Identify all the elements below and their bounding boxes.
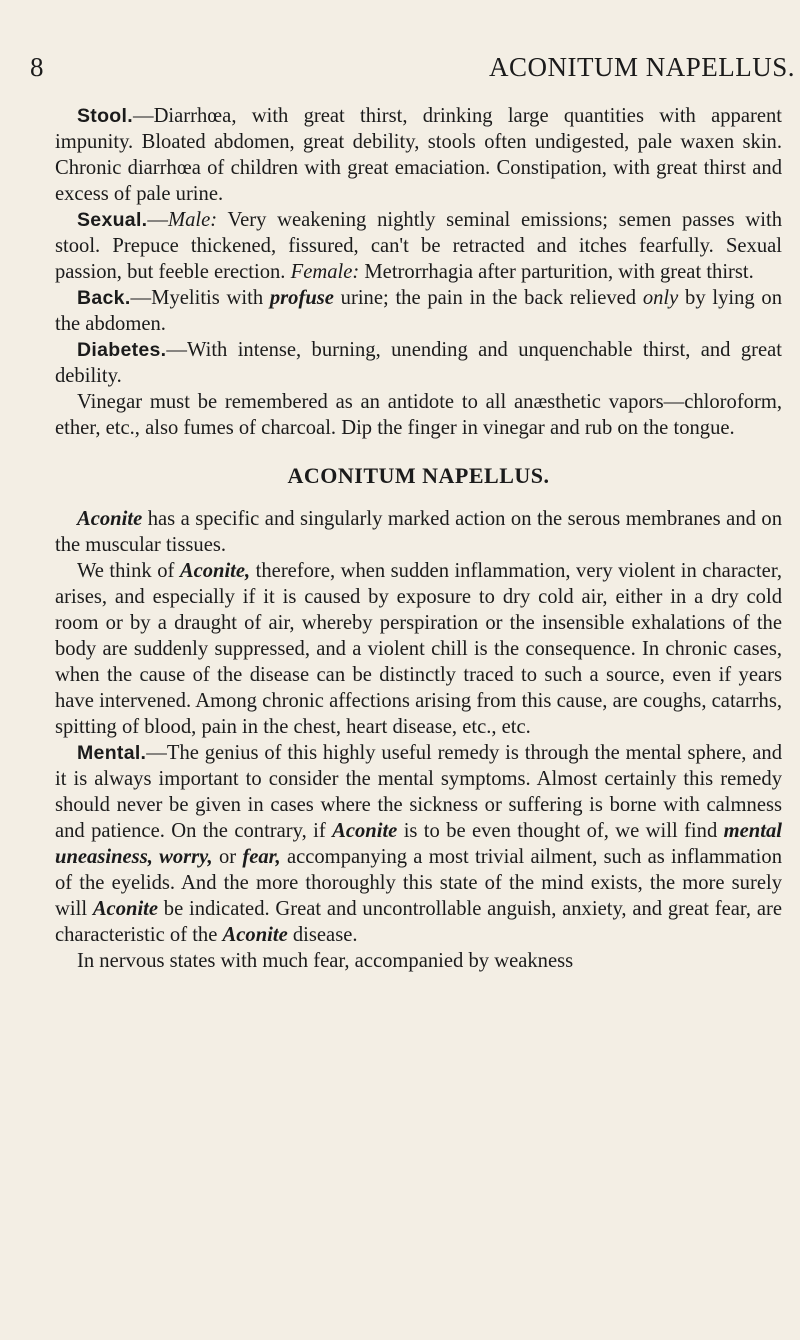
mental-emphasis-aconite-2: Aconite <box>92 898 159 920</box>
diabetes-heading: Diabetes. <box>77 339 167 361</box>
sexual-dash: — <box>147 209 168 231</box>
paragraph-diabetes <box>55 337 782 389</box>
page-number: 8 <box>30 52 44 82</box>
mental-emphasis-aconite-1: Aconite <box>332 820 398 842</box>
paragraph-nervous: In nervous states with much fear, accompanied by weakness <box>77 950 574 972</box>
back-text-1: —Myelitis with <box>130 287 270 309</box>
paragraph-stool <box>55 103 782 207</box>
female-label: Female: <box>290 261 360 283</box>
running-title: ACONITUM NAPELLUS. <box>489 52 795 82</box>
back-text-2: urine; the pain in the back relieved <box>333 287 643 309</box>
stool-text: —Diarrhœa, with great thirst, drinking large quantities with apparent impunity. Bloated abdomen, great debility, stools often undigested, pale waxen skin. Chronic diarrhœa of children with great emaciation. Constipation, with great thirst and excess of pale urine. <box>55 105 782 205</box>
section-heading: ACONITUM NAPELLUS. <box>287 463 550 488</box>
stool-heading: Stool. <box>77 105 133 127</box>
paragraph-vinegar: Vinegar must be remembered as an antidote to all anæsthetic vapors—chloroform, ether, etc., also fumes of charcoal. Dip the finger in vinegar and rub on the tongue. <box>55 391 782 439</box>
mental-text-6: disease. <box>287 924 358 946</box>
indications-text-2: therefore, when sudden inflammation, very violent in character, arises, and especially if it is caused by exposure to dry cold air, either in a dry cold room or by a draught of air, whereby perspiration or the insensible exhalations of the body are suddenly suppressed, and a violent chill is the consequence. In chronic cases, when the cause of the disease can be distinctly traced to such a source, even if years have intervened. Among chronic affections arising from this cause, are coughs, catarrhs, spitting of blood, pain in the chest, heart disease, etc., etc. <box>55 560 782 738</box>
mental-heading: Mental. <box>77 742 147 764</box>
body-text <box>55 103 782 974</box>
diabetes-text: —With intense, burning, unending and unquenchable thirst, and great debility. <box>55 339 782 387</box>
mental-text-4: accompanying a most trivial ailment, such as inflammation of the eyelids. And the more thoroughly this state of the mind exists, the more surely will <box>55 846 782 920</box>
paragraph-sexual <box>55 207 782 285</box>
mental-text-5: be indicated. Great and uncontrollable anguish, anxiety, and great fear, are characteristic of the <box>55 898 782 946</box>
back-emphasis-only: only <box>642 287 679 309</box>
mental-text-1: —The genius of this highly useful remedy is through the mental sphere, and it is always important to consider the mental symptoms. Almost certainly this remedy should never be given in cases where the sickness or suffering is borne with calmness and patience. On the contrary, if <box>55 742 782 842</box>
paragraph-aconite-action <box>55 506 782 558</box>
female-text: Metrorrhagia after parturition, with great thirst. <box>359 261 754 283</box>
paragraph-aconite-indications <box>55 558 782 740</box>
mental-text-2: is to be even thought of, we will find <box>397 820 724 842</box>
aconite-action-text: has a specific and singularly marked action on the serous membranes and on the muscular tissues. <box>55 508 782 556</box>
male-text: Very weakening nightly seminal emissions; semen passes with stool. Prepuce thickened, fissured, can't be retracted and itches fearfully. Sexual passion, but feeble erection. <box>55 209 782 283</box>
male-label: Male: <box>167 209 218 231</box>
mental-emphasis-uneasiness: mental uneasiness, worry, <box>55 820 782 868</box>
sexual-heading: Sexual. <box>77 209 148 231</box>
mental-emphasis-fear: fear, <box>242 846 281 868</box>
running-head <box>30 52 795 92</box>
indications-text-1: We think of <box>77 560 180 582</box>
aconite-emphasis-1: Aconite <box>77 508 143 530</box>
back-emphasis-profuse: profuse <box>269 287 334 309</box>
aconite-emphasis-2: Aconite, <box>179 560 251 582</box>
mental-emphasis-aconite-3: Aconite <box>222 924 288 946</box>
paragraph-back <box>55 285 782 337</box>
paragraph-mental <box>55 740 782 948</box>
back-heading: Back. <box>77 287 131 309</box>
mental-text-3: or <box>212 846 243 868</box>
back-text-3: by lying on the abdomen. <box>55 287 783 335</box>
